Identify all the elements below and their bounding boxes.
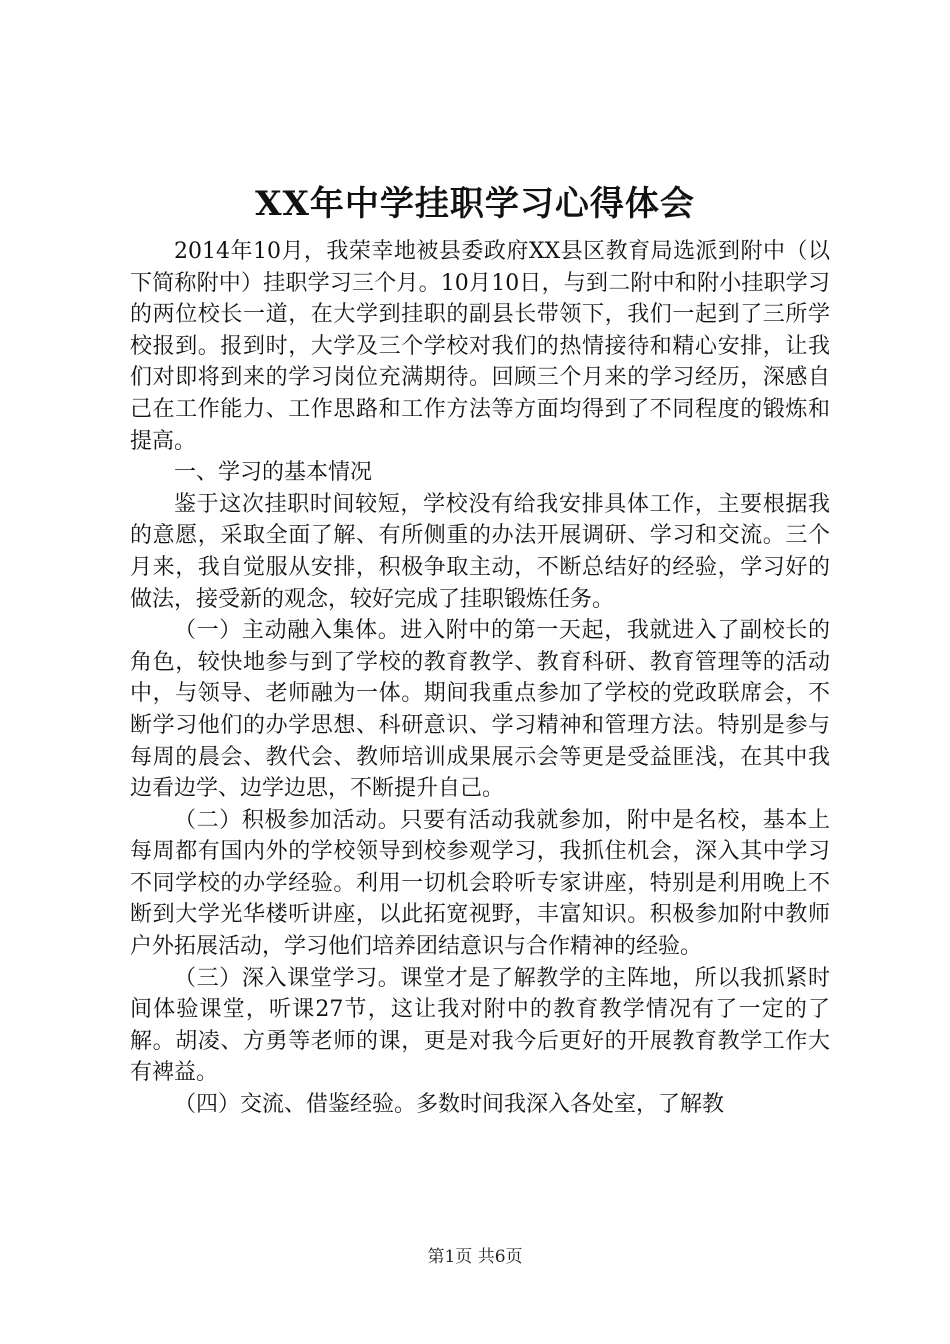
document-body	[130, 236, 830, 1121]
page-footer: 第1页 共6页	[427, 1247, 523, 1267]
section-heading-basic-situation: 一、学习的基本情况	[174, 460, 373, 486]
paragraph-overview: 鉴于这次挂职时间较短，学校没有给我安排具体工作，主要根据我的意愿，采取全面了解、有所侧重的办法开展调研、学习和交流。三个月来，我自觉服从安排，积极争取主动，不断总结好的经验，学习好的做法，接受新的观念，较好完成了挂职锻炼任务。	[130, 491, 830, 612]
document-title: XX年中学挂职学习心得体会	[255, 184, 695, 224]
paragraph-item-2: （二）积极参加活动。只要有活动我就参加，附中是名校，基本上每周都有国内外的学校领导到校参观学习，我抓住机会，深入其中学习不同学校的办学经验。利用一切机会聆听专家讲座，特别是利用晚上不断到大学光华楼听讲座，以此拓宽视野，丰富知识。积极参加附中教师户外拓展活动，学习他们培养团结意识与合作精神的经验。	[130, 807, 830, 960]
paragraph-intro: 2014年10月，我荣幸地被县委政府XX县区教育局选派到附中（以下简称附中）挂职学习三个月。10月10日，与到二附中和附小挂职学习的两位校长一道，在大学到挂职的副县长带领下，我们一起到了三所学校报到。报到时，大学及三个学校对我们的热情接待和精心安排，让我们对即将到来的学习岗位充满期待。回顾三个月来的学习经历，深感自己在工作能力、工作思路和工作方法等方面均得到了不同程度的锻炼和提高。	[130, 239, 830, 454]
paragraph-item-4: （四）交流、借鉴经验。多数时间我深入各处室，了解教	[174, 1092, 725, 1118]
paragraph-item-3: （三）深入课堂学习。课堂才是了解教学的主阵地，所以我抓紧时间体验课堂，听课27节，这让我对附中的教育教学情况有了一定的了解。胡凌、方勇等老师的课，更是对我今后更好的开展教育教学工作大有裨益。	[130, 965, 830, 1086]
paragraph-item-1: （一）主动融入集体。进入附中的第一天起，我就进入了副校长的角色，较快地参与到了学校的教育教学、教育科研、教育管理等的活动中，与领导、老师融为一体。期间我重点参加了学校的党政联席会，不断学习他们的办学思想、科研意识、学习精神和管理方法。特别是参与每周的晨会、教代会、教师培训成果展示会等更是受益匪浅，在其中我边看边学、边学边思，不断提升自己。	[130, 618, 830, 802]
